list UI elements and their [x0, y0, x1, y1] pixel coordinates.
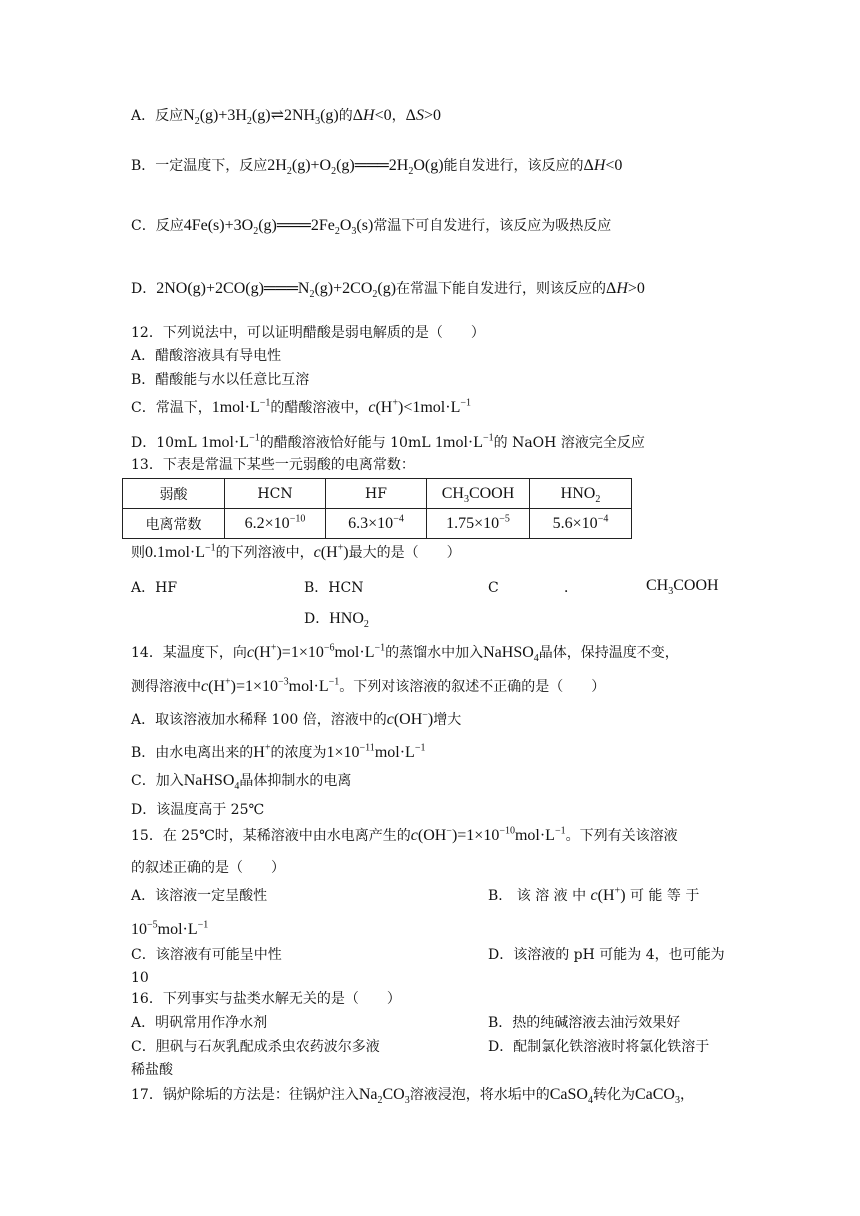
option-16-d: D．配制氯化铁溶液时将氯化铁溶于: [488, 1039, 710, 1055]
option-14-a: A．取该溶液加水稀释 100 倍，溶液中的c(OH−)增大: [131, 709, 462, 728]
table-cell: $1.75\times 10^{-5}$: [427, 509, 530, 539]
question-15-stem-line2: 的叙述正确的是（ ）: [131, 860, 285, 876]
option-11-a: A．反应$N_2(g)+3H_2(g)\rightleftharpoons 2NH_3(g)$的ΔH<0，ΔS>0: [131, 107, 441, 128]
option-15-b: B． 该 溶 液 中 c(H+) 可 能 等 于: [488, 885, 700, 904]
option-16-a: A．明矾常用作净水剂: [131, 1015, 268, 1031]
table-cell: $5.6\times 10^{-4}$: [530, 509, 632, 539]
table-cell: HF: [326, 479, 427, 509]
question-17-stem: 17．锅炉除垢的方法是：往锅炉注入$Na_2CO_3$溶液浸泡，将水垢中的CaSO$_4$转化为CaCO$_3$，: [131, 1086, 694, 1107]
option-14-c: C．加入NaHSO$_4$晶体抑制水的电离: [131, 772, 352, 793]
question-12-stem: 12．下列说法中，可以证明醋酸是弱电解质的是（ ）: [131, 325, 485, 341]
option-15-c: C．该溶液有可能呈中性: [131, 947, 282, 963]
option-15-d: D．该溶液的 pH 可能为 4，也可能为: [488, 947, 725, 963]
option-13-b: B．HCN: [304, 580, 364, 596]
option-11-b: B．一定温度下，反应$2H_2(g)+O_2(g)═══2H_2O(g)$能自发进行，该反应的ΔH<0: [131, 157, 623, 178]
option-13-c-letter: C: [488, 580, 499, 596]
option-16-b: B．热的纯碱溶液去油污效果好: [488, 1015, 681, 1031]
option-12-c: C．常温下，$1mol\cdot L^{-1}$的醋酸溶液中，$c(H^+)<1mol\cdot L^{-1}$: [131, 397, 471, 416]
option-13-a: A．HF: [131, 580, 178, 596]
option-12-d: D．10mL $1mol\cdot L^{-1}$的醋酸溶液恰好能与 10mL $1mol\cdot L^{-1}$的 NaOH 溶液完全反应: [131, 432, 645, 451]
option-15-b-value: $10^{-5}mol\cdot L^{-1}$: [131, 919, 209, 938]
table-cell: HCN: [225, 479, 326, 509]
table-row: [123, 479, 632, 509]
question-14-stem-line2: 测得溶液中$c(H^+)=1\times 10^{-3}mol\cdot L^{-1}$。下列对该溶液的叙述不正确的是（ ）: [131, 676, 606, 695]
option-16-c: C．胆矾与石灰乳配成杀虫农药波尔多液: [131, 1039, 380, 1055]
question-15-stem: 15．在 25℃时，某稀溶液中由水电离产生的$c(OH^-)=1\times 10^{-10}mol\cdot L^{-1}$。下列有关该溶液: [131, 825, 678, 844]
table-cell: $6.2\times 10^{-10}$: [225, 509, 326, 539]
table-cell: $CH_3COOH$: [427, 479, 530, 509]
option-12-b: B．醋酸能与水以任意比互溶: [131, 372, 310, 388]
ionization-constant-table: [122, 478, 632, 539]
option-16-d-continued: 稀盐酸: [131, 1062, 173, 1078]
question-14-stem: 14．某温度下，向$c(H^+)=1\times 10^{-6}mol\cdot L^{-1}$的蒸馏水中加入NaHSO$_4$晶体，保持温度不变，: [131, 642, 679, 665]
question-13-stem: 13．下表是常温下某些一元弱酸的电离常数：: [131, 457, 415, 473]
option-11-c: C．反应$4Fe(s)+3O_2(g)═══2Fe_2O_3(s)$常温下可自发进行，该反应为吸热反应: [131, 217, 612, 238]
question-13-followup: 则$0.1mol\cdot L^{-1}$的下列溶液中，c(H+)最大的是（ ）: [131, 542, 461, 561]
option-13-c-dot: ．: [564, 580, 578, 596]
option-15-a: A．该溶液一定呈酸性: [131, 888, 268, 904]
table-row: [123, 509, 632, 539]
table-cell: $6.3\times 10^{-4}$: [326, 509, 427, 539]
option-11-d: D．$2NO(g)+2CO(g)═══N_2(g)+2CO_2(g)$在常温下能自发进行，则该反应的ΔH>0: [131, 280, 645, 301]
table-cell: $HNO_2$: [530, 479, 632, 509]
option-13-d: D．$HNO_2$: [304, 610, 369, 631]
option-13-c-formula: $CH_3COOH$: [646, 577, 719, 598]
table-cell: 弱酸: [123, 479, 225, 509]
table-cell: 电离常数: [123, 509, 225, 539]
option-14-d: D．该温度高于 25℃: [131, 802, 265, 818]
option-15-d-continued: 10: [131, 970, 149, 986]
option-14-b: B．由水电离出来的H+的浓度为$1\times 10^{-11}mol\cdot L^{-1}$: [131, 742, 426, 761]
option-12-a: A．醋酸溶液具有导电性: [131, 348, 282, 364]
question-16-stem: 16．下列事实与盐类水解无关的是（ ）: [131, 991, 401, 1007]
